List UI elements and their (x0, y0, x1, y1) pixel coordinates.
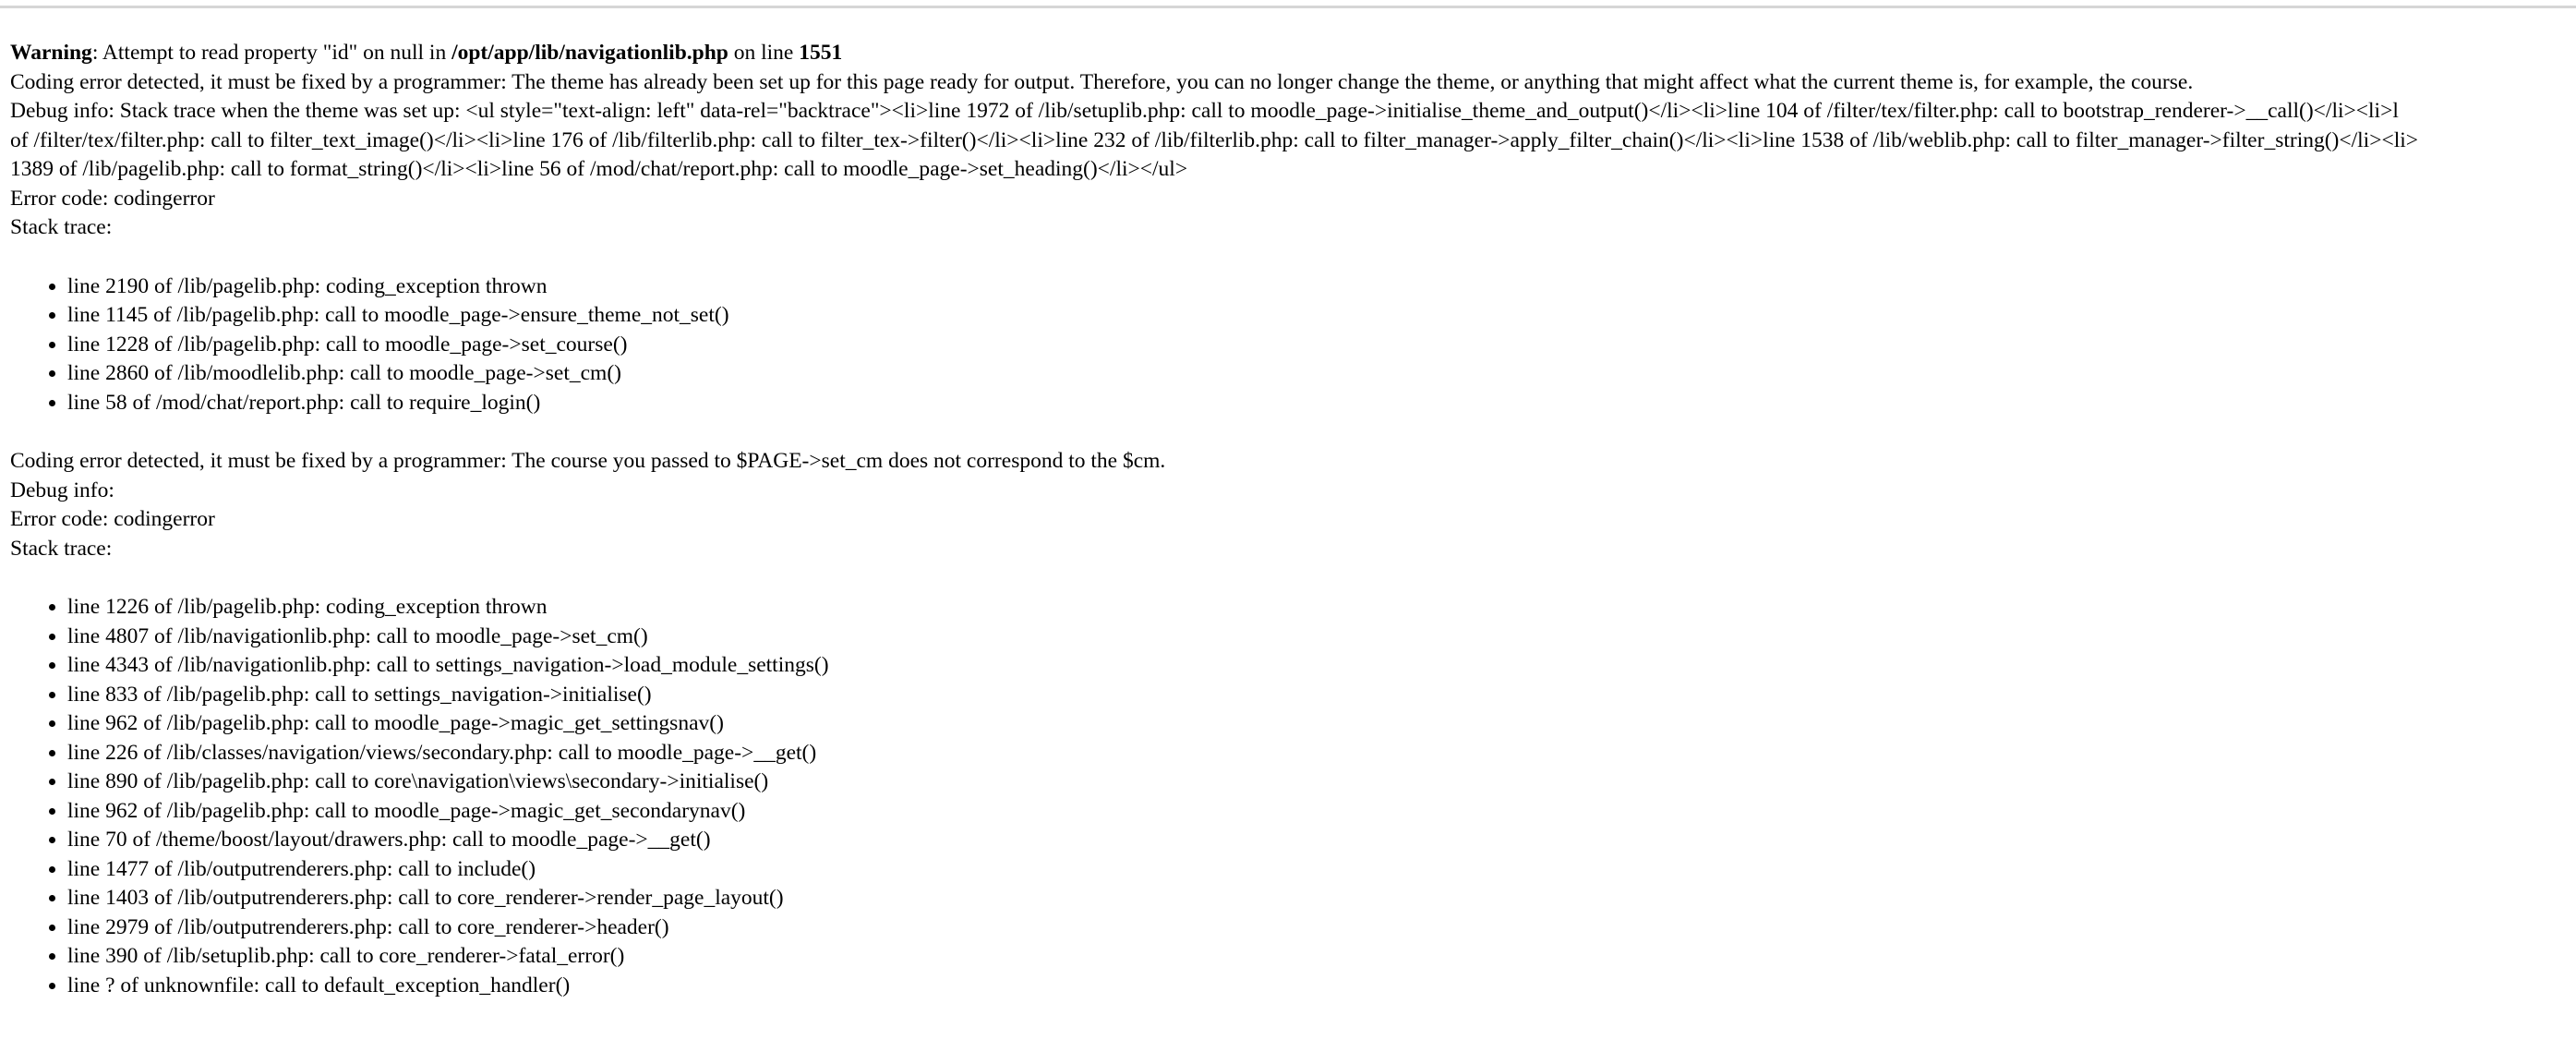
error-page (10, 39, 2576, 1030)
warning-on-line: on line (728, 41, 800, 65)
error1-error-code: Error code: codingerror (10, 186, 215, 211)
error1-message: Coding error detected, it must be fixed by a programmer: The theme has already been set up for this page ready for output. Therefore, you can no longer change the theme, or anything that might affect what the current theme is, for example, the course. (10, 69, 2194, 94)
stack-frame: • line 2190 of /lib/pagelib.php: coding_exception thrown (67, 272, 2576, 302)
error2-message: Coding error detected, it must be fixed by a programmer: The course you passed to $PAGE->set_cm does not correspond to the $cm. (10, 449, 1166, 473)
stack-frame: • line 2860 of /lib/moodlelib.php: call to moodle_page->set_cm() (67, 359, 2576, 389)
stack-frame: • line 4343 of /lib/navigationlib.php: call to settings_navigation->load_module_settings() (67, 651, 2576, 681)
error2-error-code: Error code: codingerror (10, 507, 215, 531)
top-divider (0, 6, 2576, 8)
stack-frame: • line 70 of /theme/boost/layout/drawers.php: call to moodle_page->__get() (67, 826, 2576, 855)
error1-debug-line-3: 1389 of /lib/pagelib.php: call to format_string()</li><li>line 56 of /mod/chat/report.php: call to moodle_page->set_heading()</li></ul> (10, 157, 1188, 181)
stack-frame: • line 1228 of /lib/pagelib.php: call to moodle_page->set_course() (67, 331, 2576, 360)
error1-debug-line-1: Debug info: Stack trace when the theme was set up: <ul style="text-align: left" data-rel="backtrace"><li>line 1972 of /lib/setuplib.php: call to moodle_page->initialise_theme_and_output()</li><li>line 104 of /filter/tex/filter.php: call to bootstrap_renderer->__call()</li><li>l (10, 99, 2399, 123)
warning-text: : Attempt to read property "id" on null in (91, 41, 452, 65)
stack-frame: • line 1145 of /lib/pagelib.php: call to moodle_page->ensure_theme_not_set() (67, 301, 2576, 331)
stack-frame: • line 1403 of /lib/outputrenderers.php: call to core_renderer->render_page_layout() (67, 884, 2576, 913)
stack-frame: • line 890 of /lib/pagelib.php: call to core\navigation\views\secondary->initialise() (67, 768, 2576, 797)
error2-debug-info: Debug info: (10, 478, 114, 502)
warning-line-number: 1551 (799, 41, 843, 65)
stack-frame: • line 58 of /mod/chat/report.php: call to require_login() (67, 389, 2576, 418)
php-warning (10, 39, 2576, 68)
error2-stack-label: Stack trace: (10, 536, 113, 561)
warning-path: /opt/app/lib/navigationlib.php (451, 41, 728, 65)
error1-debug-line-2: of /filter/tex/filter.php: call to filter_text_image()</li><li>line 176 of /lib/filterlib.php: call to filter_tex->filter()</li><li>line 232 of /lib/filterlib.php: call to filter_manager->apply_filter_chain()</li><li>line 1538 of /lib/weblib.php: call to filter_manager->filter_string()</li><li> (10, 127, 2419, 152)
stack-frame: • line 1477 of /lib/outputrenderers.php: call to include() (67, 855, 2576, 885)
stack-frame: • line 2979 of /lib/outputrenderers.php: call to core_renderer->header() (67, 913, 2576, 943)
stack-frame: • line 833 of /lib/pagelib.php: call to settings_navigation->initialise() (67, 681, 2576, 710)
stack-frame: • line ? of unknownfile: call to default_exception_handler() (67, 972, 2576, 1001)
error2-stack-trace (10, 593, 2576, 1000)
warning-label: Warning (10, 41, 92, 65)
stack-frame: • line 226 of /lib/classes/navigation/views/secondary.php: call to moodle_page->__get() (67, 739, 2576, 768)
stack-frame: • line 962 of /lib/pagelib.php: call to moodle_page->magic_get_secondarynav() (67, 797, 2576, 827)
error1-stack-label: Stack trace: (10, 215, 113, 239)
stack-frame: • line 4807 of /lib/navigationlib.php: call to moodle_page->set_cm() (67, 623, 2576, 652)
stack-frame: • line 1226 of /lib/pagelib.php: coding_exception thrown (67, 593, 2576, 623)
stack-frame: • line 390 of /lib/setuplib.php: call to core_renderer->fatal_error() (67, 942, 2576, 972)
stack-frame: • line 962 of /lib/pagelib.php: call to moodle_page->magic_get_settingsnav() (67, 709, 2576, 739)
error1-stack-trace (10, 272, 2576, 418)
